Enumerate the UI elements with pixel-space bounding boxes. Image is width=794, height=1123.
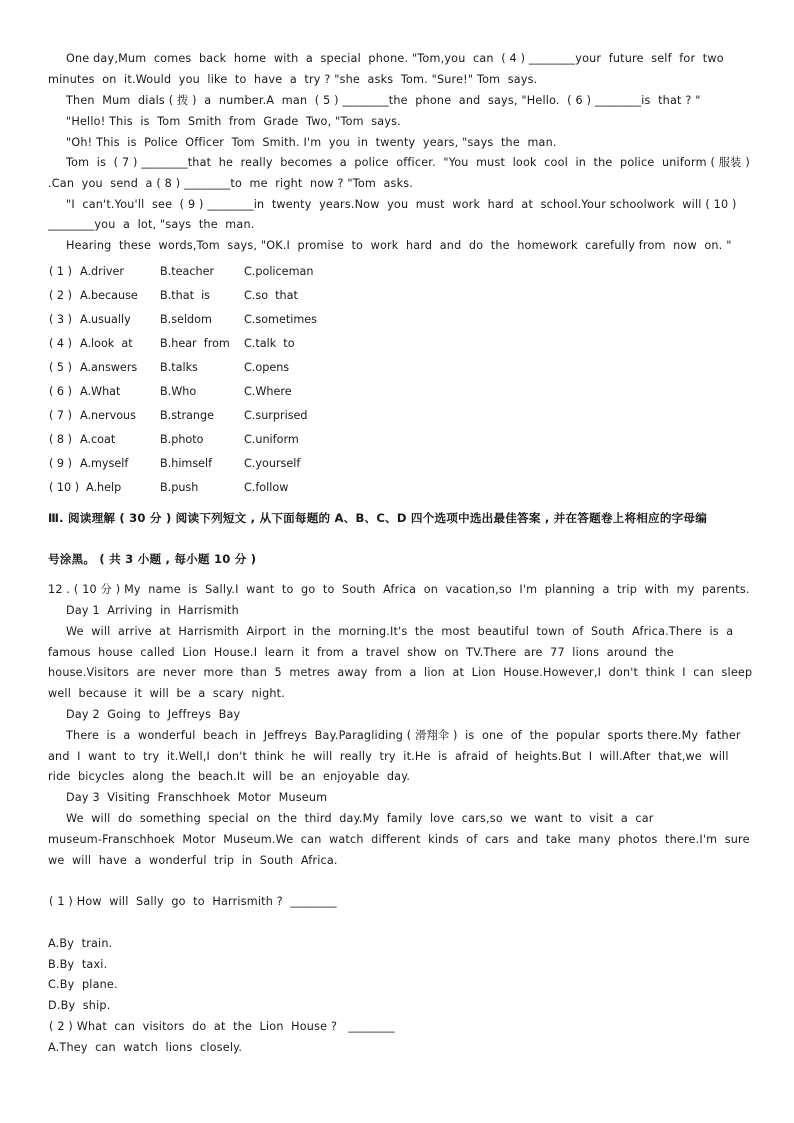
option-a: A.driver	[80, 265, 124, 278]
day-heading: Day 2 Going to Jeffreys Bay	[66, 708, 241, 721]
passage-line: ________you a lot, "says the man.	[48, 218, 255, 231]
passage-line: One day,Mum comes back home with a special phone. "Tom,you can ( 4 ) ________your future self for two	[66, 52, 724, 65]
passage-line: We will do something special on the third day.My family love cars,so we want to visit a car	[66, 812, 654, 825]
option-c: C.sometimes	[244, 313, 317, 326]
question-number: ( 3 )	[49, 313, 72, 326]
passage-line: ride bicycles along the beach.It will be an enjoyable day.	[48, 770, 411, 783]
option-c: C.surprised	[244, 409, 308, 422]
question-number: ( 7 )	[49, 409, 72, 422]
option-b: B.seldom	[160, 313, 212, 326]
option-a: A.What	[80, 385, 121, 398]
passage-line: house.Visitors are never more than 5 metres away from a lion at Lion House.However,I don't think I can sleep	[48, 666, 753, 679]
passage-line: we will have a wonderful trip in South Africa.	[48, 854, 338, 867]
option-b: B.hear from	[160, 337, 230, 350]
option-a: A.help	[86, 481, 122, 494]
question-stem: ( 2 ) What can visitors do at the Lion House ? ________	[49, 1020, 395, 1033]
option-a: A.myself	[80, 457, 129, 470]
option-c: C.policeman	[244, 265, 314, 278]
passage-line: There is a wonderful beach in Jeffreys Bay.Paragliding ( 滑翔伞 ) is one of the popular sports there.My father	[66, 729, 741, 742]
section-heading: 号涂黑。 ( 共 3 小题 , 每小题 10 分 )	[48, 552, 257, 566]
answer-choice: C.By plane.	[48, 978, 118, 991]
option-a: A.answers	[80, 361, 138, 374]
answer-choice: D.By ship.	[48, 999, 111, 1012]
option-b: B.strange	[160, 409, 214, 422]
question-number: ( 1 )	[49, 265, 72, 278]
option-b: B.teacher	[160, 265, 215, 278]
option-b: B.himself	[160, 457, 213, 470]
option-c: C.Where	[244, 385, 292, 398]
option-a: A.nervous	[80, 409, 136, 422]
passage-line: "Oh! This is Police Officer Tom Smith. I'm you in twenty years, "says the man.	[66, 136, 557, 149]
passage-line: .Can you send a ( 8 ) ________to me right now ? "Tom asks.	[48, 177, 414, 190]
option-c: C.uniform	[244, 433, 299, 446]
option-c: C.opens	[244, 361, 290, 374]
passage-line: Hearing these words,Tom says, "OK.I promise to work hard and do the homework carefully from now on. "	[66, 239, 732, 252]
option-a: A.coat	[80, 433, 116, 446]
question-number: ( 5 )	[49, 361, 72, 374]
option-a: A.look at	[80, 337, 133, 350]
passage-line: "I can't.You'll see ( 9 ) ________in twenty years.Now you must work hard at school.Your schoolwork will ( 10 )	[66, 198, 737, 211]
question-number: ( 2 )	[49, 289, 72, 302]
option-a: A.because	[80, 289, 138, 302]
passage-line: museum-Franschhoek Motor Museum.We can watch different kinds of cars and take many photos there.I'm sure	[48, 833, 750, 846]
passage-line: Tom is ( 7 ) ________that he really becomes a police officer. "You must look cool in the police uniform ( 服装 )	[66, 156, 750, 169]
section-heading: Ⅲ. 阅读理解 ( 30 分 ) 阅读下列短文 , 从下面每题的 A、B、C、D 四个选项中选出最佳答案 , 并在答题卷上将相应的字母编	[48, 511, 708, 525]
passage-line: "Hello! This is Tom Smith from Grade Two, "Tom says.	[66, 115, 401, 128]
option-b: B.push	[160, 481, 199, 494]
passage-line: well because it will be a scary night.	[48, 687, 286, 700]
question-number: ( 6 )	[49, 385, 72, 398]
day-heading: Day 1 Arriving in Harrismith	[66, 604, 239, 617]
option-b: B.that is	[160, 289, 210, 302]
passage-line: and I want to try it.Well,I don't think he will really try it.He is afraid of heights.But I will.After that,we will	[48, 750, 729, 763]
passage-line: 12 . ( 10 分 ) My name is Sally.I want to go to South Africa on vacation,so I'm planning a trip with my parents.	[48, 583, 750, 596]
question-number: ( 9 )	[49, 457, 72, 470]
passage-line: Then Mum dials ( 拨 ) a number.A man ( 5 ) ________the phone and says, "Hello. ( 6 ) ________is that ? "	[66, 94, 701, 107]
question-number: ( 4 )	[49, 337, 72, 350]
option-c: C.follow	[244, 481, 289, 494]
passage-line: minutes on it.Would you like to have a try ? "she asks Tom. "Sure!" Tom says.	[48, 73, 538, 86]
passage-line: famous house called Lion House.I learn it from a travel show on TV.There are 77 lions around the	[48, 646, 674, 659]
question-stem: ( 1 ) How will Sally go to Harrismith ? ________	[49, 895, 337, 908]
answer-choice: B.By taxi.	[48, 958, 108, 971]
day-heading: Day 3 Visiting Franschhoek Motor Museum	[66, 791, 328, 804]
option-c: C.so that	[244, 289, 298, 302]
option-c: C.talk to	[244, 337, 295, 350]
option-b: B.Who	[160, 385, 197, 398]
question-number: ( 8 )	[49, 433, 72, 446]
answer-choice: A.By train.	[48, 937, 113, 950]
option-a: A.usually	[80, 313, 131, 326]
option-c: C.yourself	[244, 457, 301, 470]
question-number: ( 10 )	[49, 481, 80, 494]
option-b: B.talks	[160, 361, 198, 374]
passage-line: We will arrive at Harrismith Airport in the morning.It's the most beautiful town of South Africa.There is a	[66, 625, 734, 638]
option-b: B.photo	[160, 433, 204, 446]
answer-choice: A.They can watch lions closely.	[48, 1041, 243, 1054]
